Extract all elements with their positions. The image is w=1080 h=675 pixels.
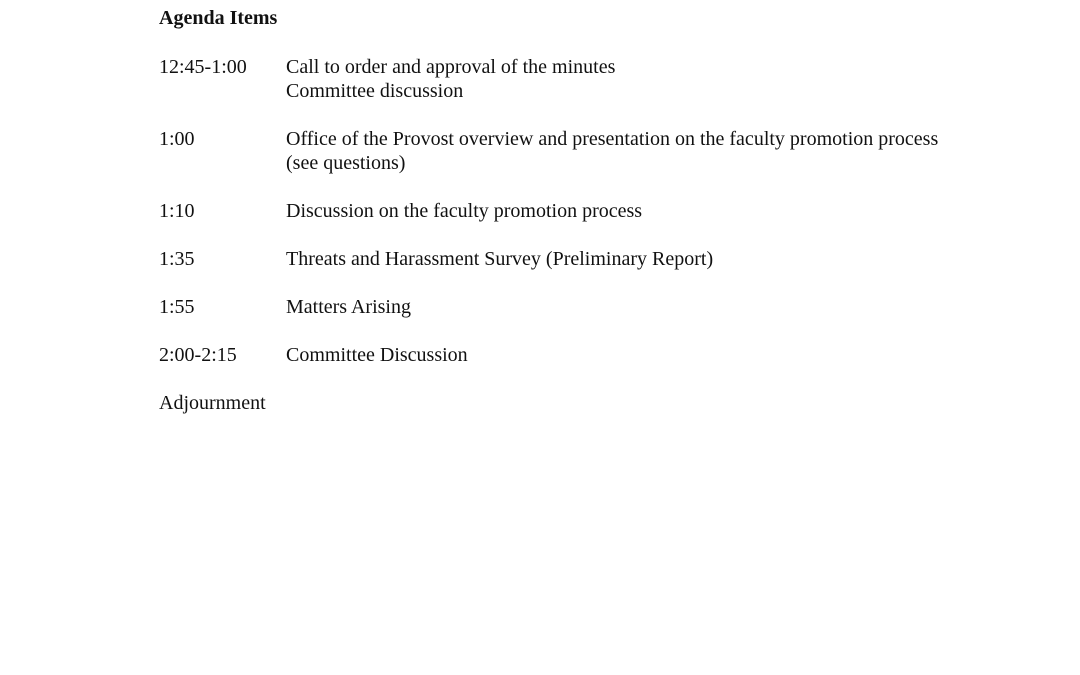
agenda-item: [159, 247, 1039, 271]
agenda-heading: Agenda Items: [159, 7, 278, 29]
agenda-item-line: Matters Arising: [286, 296, 411, 318]
agenda-item-description: [286, 127, 1039, 175]
agenda-item-description: [286, 199, 1039, 223]
agenda-item: [159, 343, 1039, 367]
agenda-item-description: [286, 343, 1039, 367]
agenda-item-line: Committee discussion: [286, 80, 464, 102]
agenda-item-description: [286, 55, 1039, 103]
agenda-item-line: Threats and Harassment Survey (Preliminary Report): [286, 248, 714, 270]
agenda-item-line: (see questions): [286, 152, 406, 174]
agenda-list: [159, 55, 1039, 367]
agenda-item-line: Call to order and approval of the minutes: [286, 56, 616, 78]
agenda-item-time: 1:10: [159, 200, 195, 222]
agenda-item-description: [286, 247, 1039, 271]
agenda-item-time: 1:55: [159, 296, 195, 318]
agenda-item-time: 1:35: [159, 248, 195, 270]
agenda-item: [159, 199, 1039, 223]
agenda-item-description: [286, 295, 1039, 319]
agenda-item-line: Office of the Provost overview and presentation on the faculty promotion process: [286, 128, 939, 150]
agenda-item-time: 12:45-1:00: [159, 56, 247, 78]
agenda-item-time: 2:00-2:15: [159, 344, 237, 366]
agenda-item: [159, 127, 1039, 175]
document-page: [159, 6, 1039, 415]
agenda-item: [159, 295, 1039, 319]
agenda-item-time: 1:00: [159, 128, 195, 150]
agenda-item: [159, 55, 1039, 103]
agenda-item-line: Committee Discussion: [286, 344, 468, 366]
adjournment-label: Adjournment: [159, 392, 266, 414]
agenda-item-line: Discussion on the faculty promotion process: [286, 200, 643, 222]
